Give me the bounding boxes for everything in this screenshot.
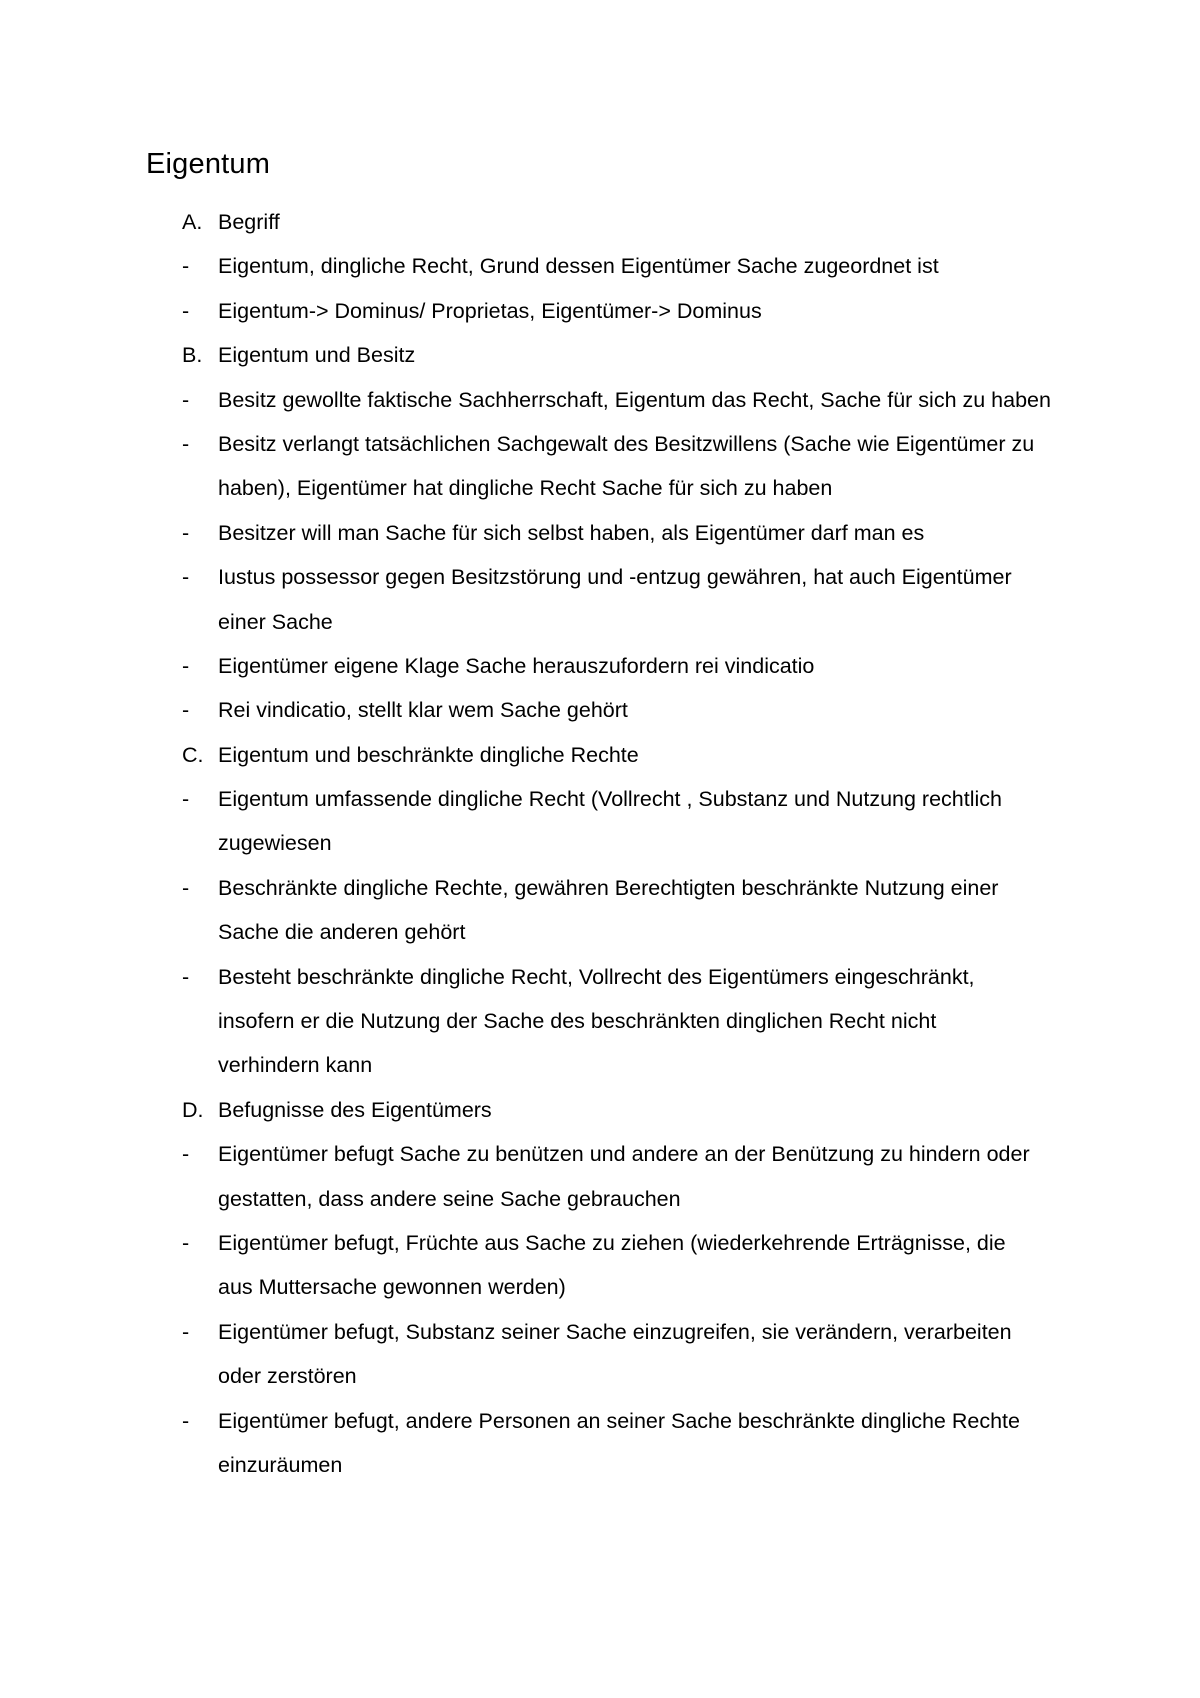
section-heading [0, 333, 1200, 377]
line-text: Begriff [218, 210, 280, 234]
bullet-item [0, 244, 1200, 288]
bullet-item [0, 511, 1200, 555]
bullet-dash: - [182, 298, 190, 323]
bullet-dash: - [182, 431, 190, 456]
continuation-line [0, 910, 1200, 954]
line-text: Sache die anderen gehört [218, 920, 466, 945]
bullet-item [0, 422, 1200, 466]
continuation-line [0, 466, 1200, 510]
bullet-item [0, 1310, 1200, 1354]
bullet-dash: - [182, 787, 190, 812]
document-body [0, 200, 1200, 1487]
section-heading [0, 733, 1200, 777]
line-text: insofern er die Nutzung der Sache des beschränkten dinglichen Recht nicht [218, 1009, 937, 1034]
bullet-dash: - [182, 653, 190, 678]
line-text: aus Muttersache gewonnen werden) [218, 1275, 566, 1300]
bullet-item [0, 1132, 1200, 1176]
bullet-item [0, 1399, 1200, 1443]
line-text: Eigentümer eigene Klage Sache herauszufordern rei vindicatio [218, 653, 815, 678]
bullet-item [0, 289, 1200, 333]
bullet-dash: - [182, 387, 190, 412]
bullet-dash: - [182, 1408, 190, 1433]
bullet-dash: - [182, 565, 190, 590]
document-title: Eigentum [146, 148, 271, 180]
bullet-item [0, 955, 1200, 999]
line-text: oder zerstören [218, 1364, 357, 1389]
continuation-line [0, 1354, 1200, 1398]
bullet-dash: - [182, 520, 190, 545]
section-letter: B. [182, 343, 203, 368]
bullet-item [0, 644, 1200, 688]
line-text: Eigentümer befugt Sache zu benützen und andere an der Benützung zu hindern oder [218, 1142, 1030, 1167]
line-text: Eigentum und beschränkte dingliche Rechte [218, 742, 639, 767]
bullet-dash: - [182, 964, 190, 989]
continuation-line [0, 1043, 1200, 1087]
line-text: Eigentümer befugt, Früchte aus Sache zu ziehen (wiederkehrende Erträgnisse, die [218, 1230, 1006, 1255]
bullet-item [0, 866, 1200, 910]
line-text: einer Sache [218, 609, 333, 634]
bullet-dash: - [182, 1319, 190, 1344]
section-letter: C. [182, 742, 204, 767]
continuation-line [0, 1443, 1200, 1487]
line-text: Eigentum und Besitz [218, 343, 416, 368]
section-heading [0, 200, 1200, 244]
line-text: einzuräumen [218, 1452, 343, 1477]
continuation-line [0, 821, 1200, 865]
line-text: haben), Eigentümer hat dingliche Recht Sache für sich zu haben [218, 476, 833, 501]
line-text: gestatten, dass andere seine Sache gebrauchen [218, 1186, 681, 1211]
line-text: Besitzer will man Sache für sich selbst haben, als Eigentümer darf man es [218, 520, 925, 545]
bullet-item [0, 378, 1200, 422]
bullet-item [0, 1221, 1200, 1265]
line-text: Besitz gewollte faktische Sachherrschaft, Eigentum das Recht, Sache für sich zu haben [218, 387, 1051, 412]
continuation-line [0, 1177, 1200, 1221]
bullet-item [0, 555, 1200, 599]
line-text: Besteht beschränkte dingliche Recht, Vollrecht des Eigentümers eingeschränkt, [218, 964, 975, 989]
bullet-dash: - [182, 875, 190, 900]
continuation-line [0, 1265, 1200, 1309]
line-text: Eigentümer befugt, Substanz seiner Sache einzugreifen, sie verändern, verarbeiten [218, 1319, 1012, 1344]
section-heading [0, 1088, 1200, 1132]
line-text: Eigentum, dingliche Recht, Grund dessen Eigentümer Sache zugeordnet ist [218, 254, 939, 279]
continuation-line [0, 600, 1200, 644]
line-text: Eigentum-> Dominus/ Proprietas, Eigentümer-> Dominus [218, 298, 762, 323]
line-text: Befugnisse des Eigentümers [218, 1097, 492, 1122]
line-text: Beschränkte dingliche Rechte, gewähren Berechtigten beschränkte Nutzung einer [218, 875, 999, 900]
line-text: Iustus possessor gegen Besitzstörung und -entzug gewähren, hat auch Eigentümer [218, 565, 1012, 590]
bullet-item [0, 688, 1200, 732]
line-text: Eigentum umfassende dingliche Recht (Vollrecht , Substanz und Nutzung rechtlich [218, 787, 1002, 812]
bullet-dash: - [182, 1142, 190, 1167]
bullet-dash: - [182, 698, 190, 723]
continuation-line [0, 999, 1200, 1043]
bullet-item [0, 777, 1200, 821]
section-letter: A. [182, 210, 203, 234]
line-text: verhindern kann [218, 1053, 373, 1078]
line-text: Besitz verlangt tatsächlichen Sachgewalt des Besitzwillens (Sache wie Eigentümer zu [218, 431, 1035, 456]
line-text: Rei vindicatio, stellt klar wem Sache gehört [218, 698, 628, 723]
section-letter: D. [182, 1097, 204, 1122]
bullet-dash: - [182, 254, 190, 279]
line-text: Eigentümer befugt, andere Personen an seiner Sache beschränkte dingliche Rechte [218, 1408, 1020, 1433]
bullet-dash: - [182, 1230, 190, 1255]
line-text: zugewiesen [218, 831, 332, 856]
